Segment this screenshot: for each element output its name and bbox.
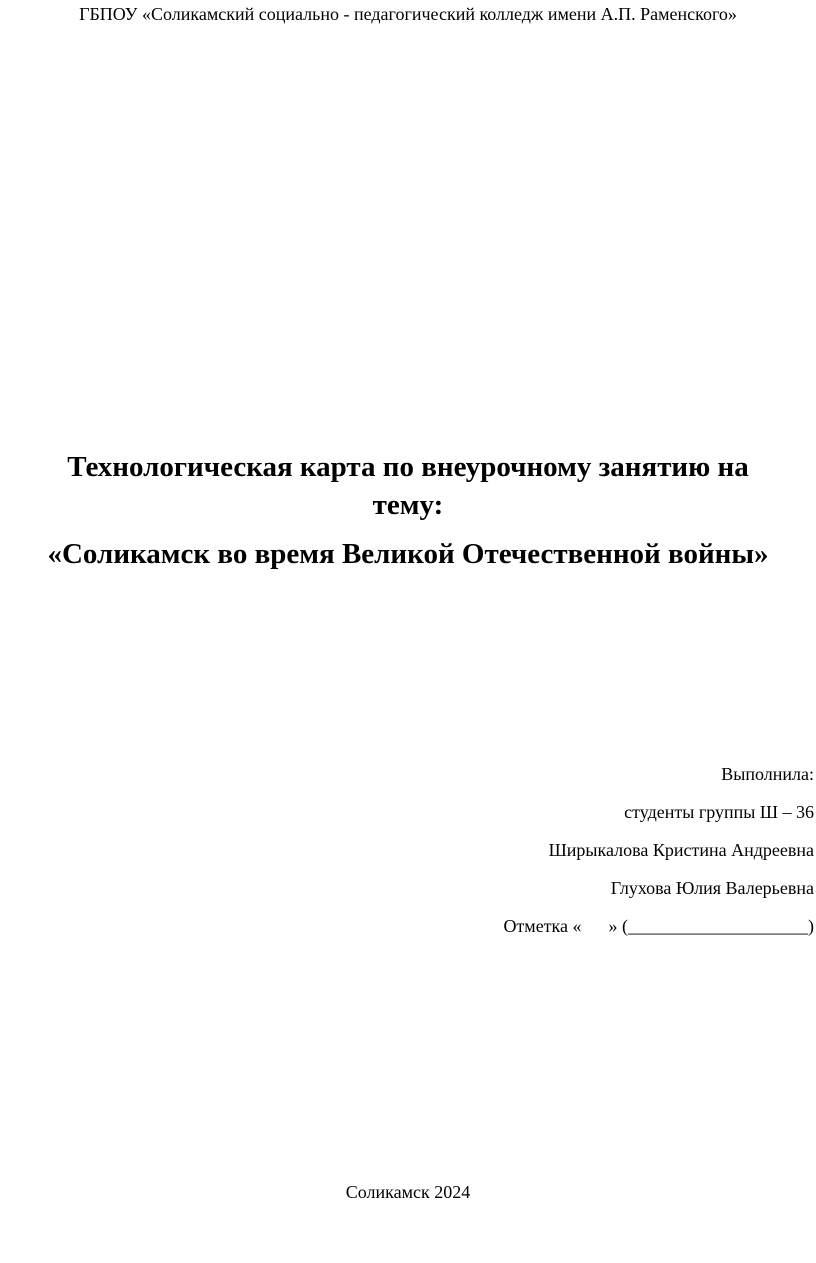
author-name-2: Глухова Юлия Валерьевна: [610, 878, 814, 898]
student-group: студенты группы Ш – 36: [624, 802, 814, 822]
institution-header: ГБПОУ «Соликамский социально - педагогический колледж имени А.П. Раменского»: [79, 4, 737, 24]
title-line-2: тему:: [372, 489, 444, 521]
lesson-topic: «Соликамск во время Великой Отечественной войны»: [47, 538, 769, 570]
city-year: Соликамск 2024: [345, 1182, 471, 1202]
author-heading: Выполнила:: [721, 764, 814, 784]
grade-line: [294, 914, 814, 938]
grade-field: Отметка « » (____________________): [503, 916, 814, 936]
document-title: [0, 448, 816, 524]
title-line-1: Технологическая карта по внеурочному занятию на: [67, 451, 749, 483]
author-block: [294, 762, 814, 952]
author-name-1: Ширыкалова Кристина Андреевна: [548, 840, 814, 860]
